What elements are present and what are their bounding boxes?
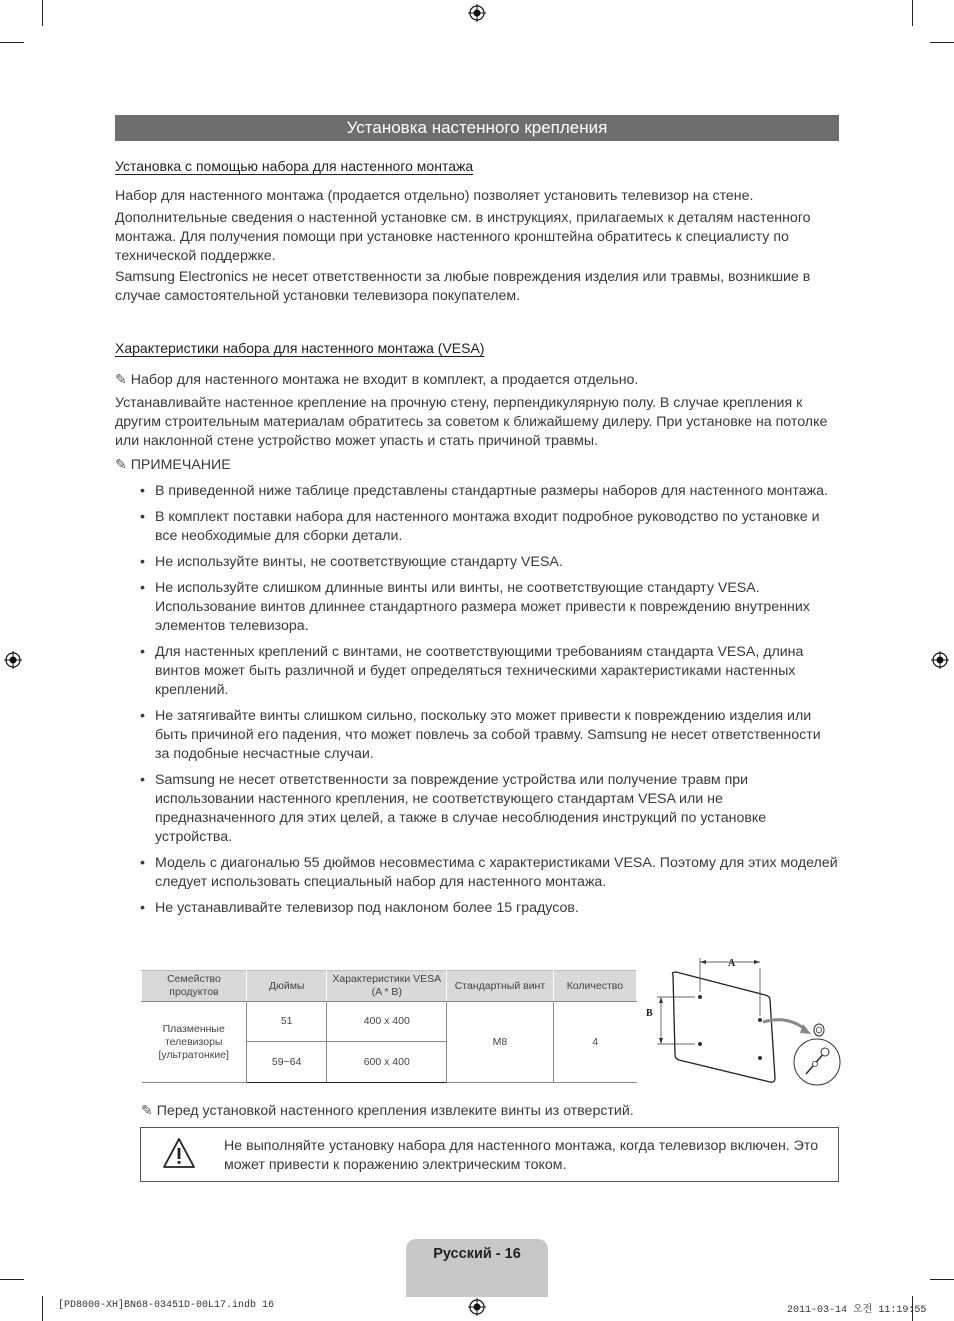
list-item: • В приведенной ниже таблице представлены стандартные размеры наборов для настенного монтажа. xyxy=(115,482,839,501)
crop-mark xyxy=(42,1296,43,1321)
table-header: Стандартный винт xyxy=(447,971,554,1002)
note-text: Набор для настенного монтажа не входит в комплект, а продается отдельно. xyxy=(130,372,639,388)
table-header: Характеристики VESA (A * B) xyxy=(327,971,447,1002)
print-slug-date: 2011-03-14 오전 11:19:55 xyxy=(787,1305,927,1316)
crop-mark xyxy=(0,42,24,43)
table-cell: 51 xyxy=(246,1002,327,1042)
pencil-note-icon: ✎ xyxy=(115,456,127,472)
warning-box xyxy=(140,1127,839,1182)
dimension-label-b: B xyxy=(646,1008,653,1019)
dimension-label-a: A xyxy=(728,958,736,969)
registration-mark-icon xyxy=(931,651,949,669)
crop-mark xyxy=(0,1279,24,1280)
list-item: • Не используйте слишком длинные винты или винты, не соответствующие стандарту VESA. Использование винтов длиннее стандартного размера может привести к повреждению внутренних элементов телевизора. xyxy=(115,579,839,636)
registration-mark-icon xyxy=(4,651,22,669)
pencil-note-icon: ✎ xyxy=(141,1102,153,1118)
table-header: Количество xyxy=(553,971,636,1002)
note-label: ПРИМЕЧАНИЕ xyxy=(130,457,231,473)
table-row xyxy=(142,1002,637,1042)
list-item: • Модель с диагональю 55 дюймов несовместима с характеристиками VESA. Поэтому для этих моделей следует использовать специальный набор для настенного монтажа. xyxy=(115,854,839,892)
table-cell: M8 xyxy=(447,1002,554,1083)
table-cell: 4 xyxy=(553,1002,636,1083)
vesa-spec-table xyxy=(141,970,637,1083)
paragraph: Набор для настенного монтажа (продается отдельно) позволяет установить телевизор на стене. xyxy=(115,188,754,204)
list-item: • Не затягивайте винты слишком сильно, поскольку это может привести к повреждению изделия или быть причиной его падения, что может повлечь за собой травму. Samsung не несет ответственности за подобные несчастные случаи. xyxy=(115,707,839,764)
registration-mark-icon xyxy=(468,4,486,22)
warning-text: Не выполняйте установку набора для настенного монтажа, когда телевизор включен. Это может привести к поражению электрическим током. xyxy=(224,1138,819,1173)
table-header: Семейство продуктов xyxy=(142,971,247,1002)
note-heading xyxy=(115,455,839,475)
print-slug-file: [PD8000-XH]BN68-03451D-00L17.indb 16 xyxy=(58,1300,275,1311)
list-item: • В комплект поставки набора для настенного монтажа входит подробное руководство по установке и все необходимые для сборки детали. xyxy=(115,508,839,546)
paragraph: Дополнительные сведения о настенной установке см. в инструкциях, прилагаемых к деталям настенного монтажа. Для получения помощи при установке настенного кронштейна обратитесь к специалисту по технической поддержке. xyxy=(115,210,811,264)
paragraph: Устанавливайте настенное крепление на прочную стену, перпендикулярную полу. В случае крепления к другим строительным материалам обратитесь за советом к ближайшему дилеру. При установке на потолке или наклонной стене устройство может упасть и стать причиной травмы. xyxy=(115,395,828,449)
table-cell: Плазменные телевизоры [ультратонкие] xyxy=(142,1002,247,1083)
tv-back-panel xyxy=(672,972,775,1082)
list-item: • Для настенных креплений с винтами, не соответствующими требованиям стандарта VESA, длина винтов может быть различной и будет определяться техническими характеристиками настенных креплений. xyxy=(115,643,839,700)
note-text: Перед установкой настенного крепления извлеките винты из отверстий. xyxy=(156,1103,634,1119)
page-number: Русский - 16 xyxy=(433,1246,521,1262)
notes-list xyxy=(115,482,839,925)
section-heading: Характеристики набора для настенного монтажа (VESA) xyxy=(115,340,485,356)
section-heading: Установка с помощью набора для настенного монтажа xyxy=(115,158,474,174)
pencil-note-icon: ✎ xyxy=(115,371,127,387)
crop-mark xyxy=(42,0,43,26)
crop-mark xyxy=(930,42,954,43)
wall-mount-diagram xyxy=(643,950,843,1095)
table-cell: 600 x 400 xyxy=(327,1042,447,1083)
table-header: Дюймы xyxy=(246,971,327,1002)
list-item: • Не устанавливайте телевизор под наклоном более 15 градусов. xyxy=(115,899,839,918)
note xyxy=(115,370,839,390)
list-item: • Samsung не несет ответственности за повреждение устройства или получение травм при использовании настенного крепления, не соответствующего стандартам VESA или не предназначенного для этих целей, а также в случае несоблюдения инструкций по установке устройства. xyxy=(115,771,839,847)
registration-mark-icon xyxy=(468,1298,486,1316)
table-cell: 400 x 400 xyxy=(327,1002,447,1042)
note xyxy=(141,1101,865,1121)
paragraph: Samsung Electronics не несет ответственности за любые повреждения изделия или травмы, возникшие в случае самостоятельной установки телевизора покупателем. xyxy=(115,269,811,304)
crop-mark xyxy=(930,1279,954,1280)
table-cell: 59~64 xyxy=(246,1042,327,1083)
warning-triangle-icon xyxy=(162,1137,196,1169)
list-item: • Не используйте винты, не соответствующие стандарту VESA. xyxy=(115,553,839,572)
crop-mark xyxy=(912,0,913,26)
section-banner: Установка настенного крепления xyxy=(115,115,839,141)
